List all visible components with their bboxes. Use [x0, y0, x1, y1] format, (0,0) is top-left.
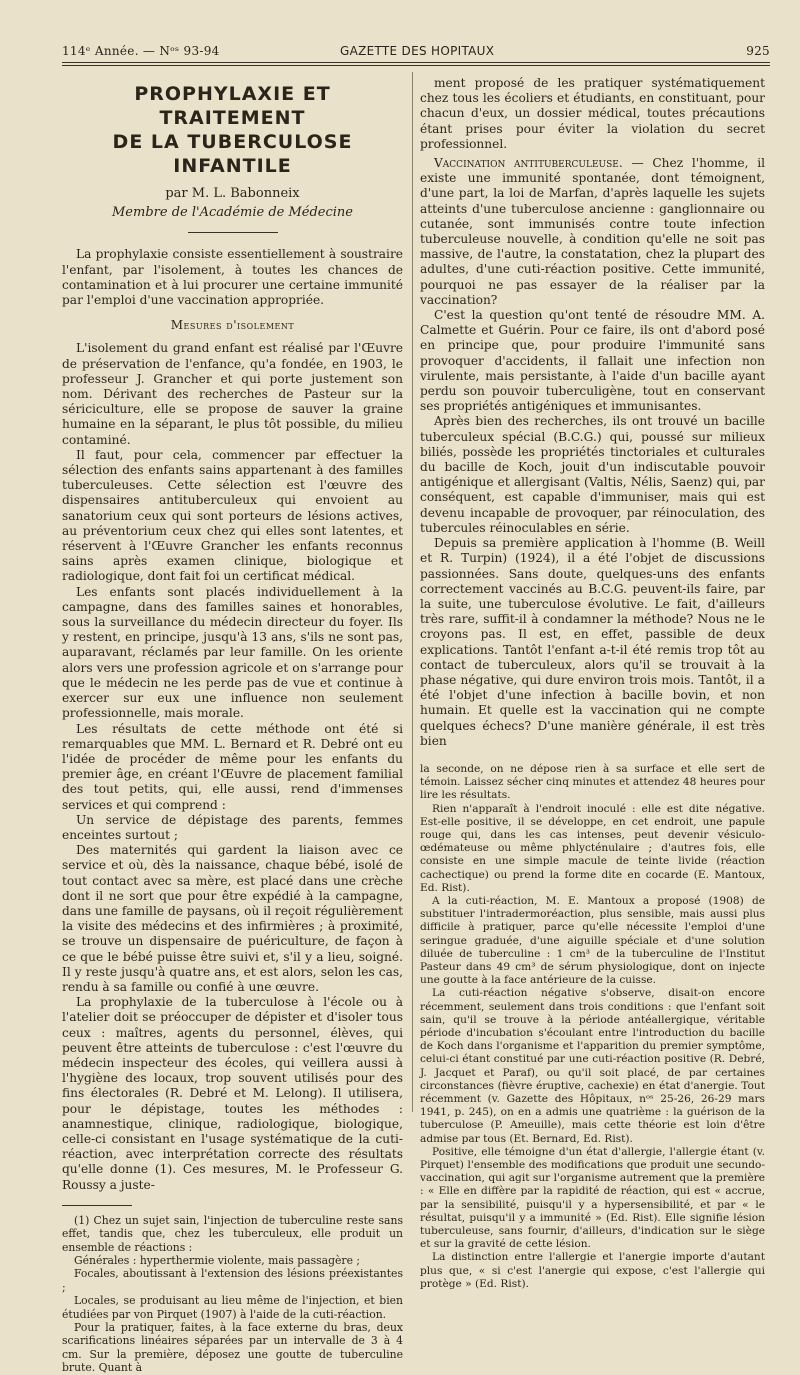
- footnote-line: Positive, elle témoigne d'un état d'allergie, l'allergie étant (v. Pirquet) l'ensemble des modifications que produit une secundo-vaccination, qui agit sur l'organisme autrement que la première : « Elle en diffère par la rapidité de réaction, qui est « accrue, par la sensibilité, puisqu'il y a hypersensibilité, et par « le résultat, puisqu'il y a immunité » (Ed. Rist). Elle signifie lésion tuberculeuse, sans fournir, d'ailleurs, d'indication sur le siège et sur la gravité de cette lésion.: [420, 1145, 765, 1251]
- paragraph: Des maternités qui gardent la liaison avec ce service et où, dès la naissance, chaque bébé, isolé de tout contact avec sa mère, est placé dans une crèche dont il ne sort que pour être expédié à la campagne, dans une famille de paysans, où il reçoit régulièrement la visite des médecins et des infirmières ; à proximité, se trouve un dispensaire de puériculture, de façon à ce que le bébé puisse être suivi et, s'il y a lieu, soigné. Il y reste jusqu'à quatre ans, et est alors, selon les cas, rendu à sa famille ou confié à une œuvre.: [62, 843, 404, 994]
- running-header: [62, 44, 770, 64]
- paragraph: Depuis sa première application à l'homme (B. Weill et R. Turpin) (1924), il a été l'objet de discussions passionnées. Sans doute, quelques-uns des enfants correctement vaccinés au B.C.G. peuvent-ils faire, par la suite, une tuberculose évolutive. Le fait, d'ailleurs très rare, suffit-il à condamner la méthode? Nous ne le croyons pas. Il est, en effet, passible de deux explications. Tantôt l'enfant a-t-il été remis trop tôt au contact de tuberculeux, alors qu'il se trouvait à la phase négative, qui dure environ trois mois. Tantôt, il a été l'objet d'une infection à bacille bovin, et non humain. Et quelle est la vaccination qui ne compte quelques échecs? D'une manière générale, il est très bien: [420, 536, 765, 748]
- title-line-2: DE LA TUBERCULOSE INFANTILE: [112, 131, 353, 177]
- paragraph-vaccination: [420, 156, 765, 308]
- paragraph: La prophylaxie de la tuberculose à l'école ou à l'atelier doit se préoccuper de dépister et d'isoler tous ceux : maîtres, agents du personnel, élèves, qui peuvent être atteints de tuberculose : c'est l'œuvre du médecin inspecteur des écoles, qui veillera aussi à l'hygiène des locaux, trop souvent utilisés pour des fins électorales (R. Debré et M. Lelong). Il utilisera, pour le dépistage, toutes les méthodes : anamnestique, clinique, radiologique, biologique, celle-ci consistant en l'usage systématique de la cuti-réaction, avec interprétation correcte des résultats qu'elle donne (1). Ces mesures, M. le Professeur G. Roussy a juste-: [62, 995, 403, 1192]
- article-title: [62, 82, 403, 178]
- author-byline: par M. L. Babonneix: [165, 186, 300, 201]
- footnote-line: Locales, se produisant au lieu même de l'injection, et bien étudiées par von Pirquet (1907) à l'aide de la cuti-réaction.: [62, 1294, 403, 1321]
- paragraph: L'isolement du grand enfant est réalisé par l'Œuvre de préservation de l'enfance, qu'a fondée, en 1903, le professeur J. Grancher et qui porte justement son nom. Dérivant des recherches de Pasteur sur la sériciculture, elle se propose de sauver la graine humaine en la séparant, le plus tôt possible, du milieu contaminé.: [62, 341, 403, 447]
- footnote-line: La distinction entre l'allergie et l'anergie importe d'autant plus que, « si c'est l'anergie qui expose, c'est l'allergie qui protège » (Ed. Rist).: [420, 1251, 765, 1290]
- paragraph: C'est la question qu'ont tenté de résoudre MM. A. Calmette et Guérin. Pour ce faire, ils ont d'abord posé en principe que, pour produire l'immunité sans provoquer d'accidents, il fallait une infection non virulente, mais persistante, à l'aide d'un bacille ayant perdu son pouvoir tuberculigène, tout en conservant ses propriétés antigéniques et immunisantes.: [420, 308, 765, 414]
- footnote-line: Focales, aboutissant à l'extension des lésions préexistantes ;: [62, 1267, 403, 1294]
- paragraph-text: — Chez l'homme, il existe une immunité spontanée, dont témoignent, d'une part, la loi de Marfan, d'après laquelle les sujets atteints d'une tuberculose ancienne : ganglionnaire ou cutanée, sont immunisés contre toute infection tuberculeuse nouvelle, à condition qu'elle ne soit pas massive, de l'autre, la constatation, chez la plupart des adultes, d'une cuti-réaction positive. Cette immunité, pourquoi ne pas essayer de la réaliser par la vaccination?: [420, 156, 765, 307]
- paragraph: Les résultats de cette méthode ont été si remarquables que MM. L. Bernard et R. Debré ont eu l'idée de procéder de même pour les enfants du premier âge, en créant l'Œuvre de placement familial des tout petits, qui, elle aussi, rend d'immenses services et qui comprend :: [62, 721, 403, 812]
- footnote-separator: [62, 1205, 132, 1206]
- page-number: 925: [746, 44, 770, 58]
- right-column: [420, 76, 765, 1291]
- footnote-line: Pour la pratiquer, faites, à la face externe du bras, deux scarifications linéaires séparées par un intervalle de 3 à 4 cm. Sur la première, déposez une goutte de tuberculine brute. Quant à: [62, 1321, 403, 1375]
- paragraph: ment proposé de les pratiquer systématiquement chez tous les écoliers et étudiants, en constituant, pour chacun d'eux, un dossier médical, toutes précautions étant prises pour éviter la violation du secret professionnel.: [420, 76, 765, 151]
- paragraph: Après bien des recherches, ils ont trouvé un bacille tuberculeux spécial (B.C.G.) qui, poussé sur milieux biliés, possède les propriétés tinctoriales et culturales du bacille de Koch, jouit d'un indiscutable pouvoir antigénique et allergisant (Valtis, Nélis, Saenz) qui, par conséquent, est capable d'immuniser, mais qui est devenu incapable de provoquer, par réinoculation, des tubercules réinoculables en série.: [420, 414, 765, 535]
- header-rule-top: [62, 62, 770, 63]
- intro-paragraph: La prophylaxie consiste essentiellement à soustraire l'enfant, par l'isolement, à toutes les chances de contamination et à lui procurer une certaine immunité par l'emploi d'une vaccination appropriée.: [62, 247, 403, 308]
- footnote-line: la seconde, on ne dépose rien à sa surface et elle sert de témoin. Laissez sécher cinq minutes et attendez 48 heures pour lire les résultats.: [420, 762, 765, 802]
- footnote-line: (1) Chez un sujet sain, l'injection de tuberculine reste sans effet, tandis que, chez les tuberculeux, elle produit un ensemble de réactions :: [62, 1213, 403, 1254]
- footnote-line: A la cuti-réaction, M. E. Mantoux a proposé (1908) de substituer l'intradermoréaction, plus sensible, mais aussi plus difficile à pratiquer, parce qu'elle nécessite l'emploi d'une seringue graduée, d'une aiguille spéciale et d'une solution diluée de tuberculine : 1 cm³ de la tuberculine de l'Institut Pasteur dans 49 cm³ de sérum physiologique, dont on injecte une goutte à la face antérieure de la cuisse.: [420, 894, 765, 987]
- left-column: [62, 76, 403, 1375]
- footnote-continuation: [420, 763, 765, 1291]
- paragraph: Il faut, pour cela, commencer par effectuer la sélection des enfants sains appartenant à des familles tuberculeuses. Cette sélection est l'œuvre des dispensaires antituberculeux qui envoient au sanatorium ceux qui sont porteurs de lésions actives, au préventorium ceux chez qui elles sont latentes, et réservent à l'Œuvre Grancher les enfants reconnus sains après examen clinique, biologique et radiologique, dont fait foi un certificat médical.: [62, 447, 403, 584]
- header-rule-bottom: [62, 65, 770, 66]
- footnote: [62, 1214, 403, 1375]
- footnote-line: Générales : hyperthermie violente, mais passagère ;: [74, 1254, 361, 1268]
- subsection-heading-vaccination: Vaccination antituberculeuse.: [434, 156, 623, 171]
- title-separator: [188, 232, 278, 233]
- footnote-line: Rien n'apparaît à l'endroit inoculé : elle est dite négative. Est-elle positive, il se développe, en cet endroit, une papule rouge qui, dans les cas intenses, peut devenir vésiculo-œdémateuse ou même phlycténulaire ; d'autres fois, elle consiste en une simple macule de teinte livide (réaction cachectique) ou prend la forme dite en cocarde (E. Mantoux, Ed. Rist).: [420, 802, 765, 894]
- section-heading-isolement: Mesures d'isolement: [170, 318, 295, 333]
- journal-title: GAZETTE DES HOPITAUX: [340, 44, 495, 58]
- paragraph: Les enfants sont placés individuellement à la campagne, dans des familles saines et honorables, sous la surveillance du médecin directeur du foyer. Ils y restent, en principe, jusqu'à 13 ans, s'ils ne sont pas, auparavant, réclamés par leur famille. On les oriente alors vers une profession agricole et on s'arrange pour que le médecin ne les perde pas de vue et continue à exercer sur eux une influence non seulement professionnelle, mais morale.: [62, 584, 403, 721]
- footnote-line: La cuti-réaction négative s'observe, disait-on encore récemment, seulement dans trois conditions : que l'enfant soit sain, qu'il se trouve à la période antéallergique, véritable période d'incubation s'écoulant entre l'introduction du bacille de Koch dans l'organisme et l'apparition du premier symptôme, celui-ci étant constitué par une cuti-réaction positive (R. Debré, J. Jacquet et Paraf), ou qu'il soit placé, de par certaines circonstances (fièvre éruptive, cachexie) en état d'anergie. Tout récemment (v. Gazette des Hôpitaux, nᵒˢ 25-26, 26-29 mars 1941, p. 245), on en a admis une quatrième : la guérison de la tuberculose (P. Ameuille), mais cette théorie est loin d'être admise par tous (Et. Bernard, Ed. Rist).: [420, 987, 765, 1145]
- author-affiliation: Membre de l'Académie de Médecine: [112, 205, 353, 221]
- title-line-1: PROPHYLAXIE ET TRAITEMENT: [134, 83, 331, 129]
- issue-number: 114ᵉ Année. — Nᵒˢ 93-94: [62, 44, 220, 58]
- column-divider: [412, 72, 413, 1112]
- paragraph: Un service de dépistage des parents, femmes enceintes surtout ;: [62, 812, 403, 842]
